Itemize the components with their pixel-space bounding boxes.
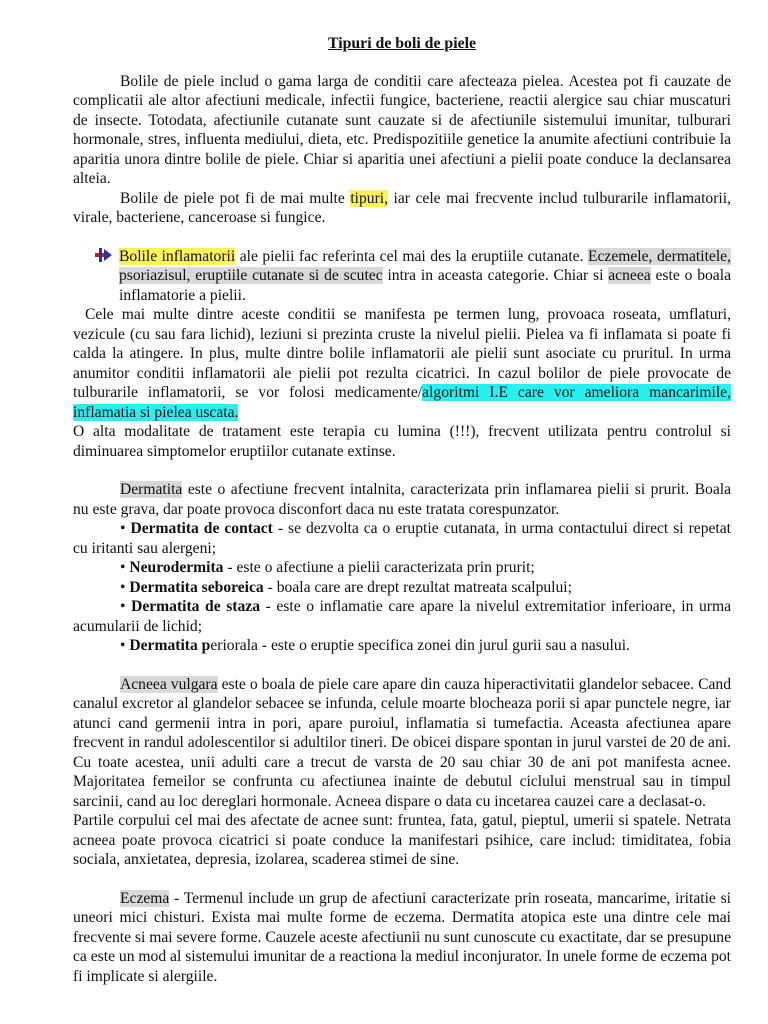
acne-highlight: acneea bbox=[608, 267, 651, 284]
inflammatory-bullet bbox=[95, 247, 731, 306]
treatment-highlight: algoritmi I.E care vor ameliora mancarimile, inflamatia si pielea uscata. bbox=[73, 384, 731, 421]
dermatitis-item bbox=[73, 558, 731, 578]
acne-heading: Acneea vulgara bbox=[120, 675, 218, 693]
bullet-mark: • bbox=[120, 559, 130, 576]
dermatitis-item bbox=[73, 636, 731, 656]
document-body bbox=[73, 34, 731, 986]
inflammatory-bullet-text bbox=[119, 247, 731, 306]
eczema-text: - Termenul include un grup de afectiuni caracterizate prin roseata, mancarime, iritatie si uneori mici chisturi. Exista mai multe forme de eczema. Dermatita atopica este una dintre cele mai frecvente si mai severe forme. Cauzele aceste afectiunii nu sunt cunoscute cu exactitate, dar se presupune ca este un mod al sistemului imunitar de a reactiona la mediul inconjurator. In unele forme de eczema pot fi implicate si alergiile. bbox=[73, 889, 731, 985]
bullet-mark: • bbox=[120, 578, 130, 596]
eczema-heading: Eczema bbox=[120, 889, 170, 907]
dermatitis-item bbox=[73, 597, 731, 636]
inflammatory-details-text: Cele mai multe dintre aceste conditii se manifesta pe termen lung, provoaca roseata, umflaturi, vezicule (cu sau fara lichid), leziuni si prezinta cruste la nivelul pielii. Pielea va fi inflamata si poate fi calda la atingere. In plus, multe dintre bolile inflamatorii ale pielii sunt asociate cu pruritul. In urma anumitor conditii inflamatorii ale pielii pot rezulta cicatrici. In cazul bolilor de piele provocate de tulburarile inflamatorii, se vor folosi medicamente/ bbox=[73, 306, 731, 401]
types-text-a: Bolile de piele pot fi de mai multe bbox=[120, 189, 351, 207]
page-title: Tipuri de boli de piele bbox=[327, 35, 477, 52]
acne-body-parts-paragraph: Partile corpului cel mai des afectate de acnee sunt: fruntea, fata, gatul, pieptul, umerii si spatele. Netrata acneea poate provoca cicatrici si poate conduce la manifestari psihice, care includ: timiditatea, fobia sociala, anxietatea, depresia, izolarea, scaderea stimei de sine. bbox=[73, 812, 731, 868]
dermatitis-item-name: Dermatita seboreica bbox=[129, 578, 264, 596]
bullet-mark: • bbox=[120, 520, 131, 537]
dermatitis-item-name: Dermatita de staza bbox=[131, 598, 261, 615]
types-text-b: iar cele mai frecvente includ tulburarile inflamatorii, virale, bacteriene, canceroase si fungice. bbox=[73, 189, 731, 226]
dermatitis-item-name: Dermatita p bbox=[129, 637, 211, 654]
dermatitis-item-desc: - se dezvolta ca o eruptie cutanata, in urma contactului direct si repetat cu iritanti sau alergeni; bbox=[73, 520, 732, 557]
inflammatory-details-paragraph bbox=[73, 305, 731, 422]
inflammatory-heading: Bolile inflamatorii bbox=[119, 247, 236, 265]
dermatitis-item-name: Dermatita de contact bbox=[130, 520, 273, 537]
dermatitis-heading: Dermatita bbox=[120, 481, 183, 498]
dermatitis-item-name: Neurodermita bbox=[129, 559, 224, 576]
inflammatory-conditions-highlight: Eczemele, dermatitele, psoriazisul, eruptiile cutanate si de scutec bbox=[119, 247, 731, 284]
inflammatory-text-3: este o boala inflamatorie a pielii. bbox=[119, 267, 731, 304]
dermatitis-item bbox=[73, 519, 731, 558]
dermatitis-item-desc: - este o inflamatie care apare la nivelul extremitatior inferioare, in urma acumularii de lichid; bbox=[73, 598, 731, 635]
bullet-mark: • bbox=[120, 598, 132, 615]
dermatitis-item-desc: - este o afectiune a pielii caracterizata prin prurit; bbox=[223, 559, 535, 576]
inflammatory-text-1: ale pielii fac referinta cel mai des la eruptiile cutanate. bbox=[235, 247, 588, 265]
dermatitis-paragraph bbox=[73, 480, 731, 519]
acne-text: este o boala de piele care apare din cauza hiperactivitatii glandelor sebacee. Cand canalul excretor al glandelor sebacee se infunda, celule moarte blocheaza porii si apar punctele negre, iar atunci cand germenii intra in pori, apare puroiul, inflamatia si tumefactia. Aceasta afectiunea apare frecvent in randul adolescentilor si adultilor tineri. De obicei dispare spontan in jurul varstei de 20 de ani. Cu toate acestea, unii adulti care a trecut de varsta de 20 sau chiar 30 de ani pot manifesta acnee. Majoritatea femeilor se confrunta cu afectiunea inainte de debutul ciclului menstrual sau in timpul sarcinii, cand au loc dereglari hormonale. Acneea dispare o data cu incetarea cauzei care a declasat-o. bbox=[73, 675, 732, 810]
dermatitis-item bbox=[73, 578, 731, 598]
list-arrow-icon bbox=[95, 247, 119, 268]
acne-paragraph bbox=[73, 675, 731, 812]
bullet-mark: • bbox=[120, 637, 130, 654]
eczema-paragraph bbox=[73, 889, 731, 987]
inflammatory-text-2: intra in aceasta categorie. Chiar si bbox=[382, 267, 609, 284]
dermatitis-item-desc: eriorala - este o eruptie specifica zonei din jurul gurii sau a nasului. bbox=[210, 637, 630, 654]
intro-paragraph: Bolile de piele includ o gama larga de conditii care afecteaza pielea. Acestea pot fi cauzate de complicatii ale altor afectiuni medicale, infectii fungice, bacteriene, reactii alergice sau chiar muscaturi de insecte. Totodata, afectiunile cutanate sunt cauzate si de afectiunile sistemului imunitar, tulburari hormonale, stres, influenta mediului, dieta, etc. Predispozitiile genetice la anumite afectiuni contribuie la aparitia unora dintre bolile de piele. Chiar si aparitia unei afectiuni a pielii poate conduce la declansarea alteia. bbox=[73, 72, 731, 187]
dermatitis-intro-text: este o afectiune frecvent intalnita, caracterizata prin inflamarea pielii si prurit. Boala nu este grava, dar poate provoca disconfort daca nu este tratata corespunzator. bbox=[73, 481, 731, 518]
dermatitis-item-desc: - boala care are drept rezultat matreata scalpului; bbox=[263, 578, 572, 596]
types-paragraph bbox=[73, 189, 731, 228]
light-therapy-paragraph: O alta modalitate de tratament este terapia cu lumina (!!!), frecvent utilizata pentru controlul si diminuarea simptomelor eruptiilor cutanate extinse. bbox=[73, 423, 731, 460]
types-highlight: tipuri, bbox=[350, 189, 389, 207]
